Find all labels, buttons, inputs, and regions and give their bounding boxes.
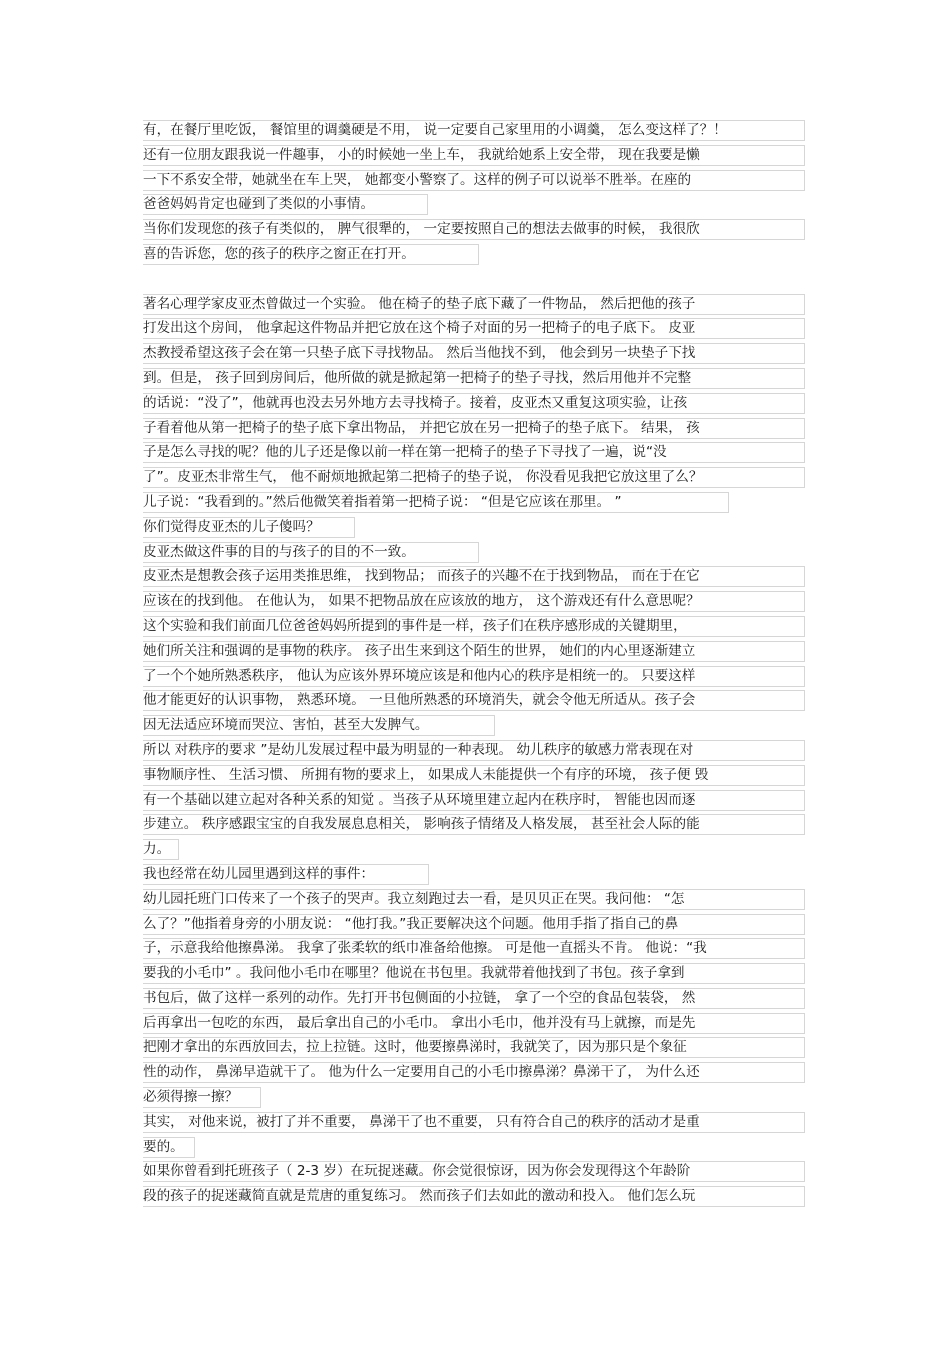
text-line bbox=[143, 465, 808, 490]
text-line-content: 要我的小毛巾” 。我问他小毛巾在哪里？他说在书包里。我就带着他找到了书包。孩子拿到 bbox=[143, 963, 805, 984]
text-line-content: 所以 对秩序的要求 ”是幼儿发展过程中最为明显的一种表现。 幼儿秩序的敏感力常表现在对 bbox=[143, 740, 805, 761]
text-line bbox=[143, 564, 808, 589]
text-line-content: 她们所关注和强调的是事物的秩序。 孩子出生来到这个陌生的世界， 她们的内心里逐渐建立 bbox=[143, 641, 805, 662]
text-line bbox=[143, 316, 808, 341]
text-line bbox=[143, 961, 808, 986]
text-line bbox=[143, 192, 808, 217]
text-line bbox=[143, 416, 808, 441]
blank-line bbox=[143, 267, 808, 292]
text-line-content: 他才能更好的认识事物， 熟悉环境。 一旦他所熟悉的环境消失，就会令他无所适从。孩子会 bbox=[143, 690, 805, 711]
text-line bbox=[143, 292, 808, 317]
text-line-content: 因无法适应环境而哭泣、害怕，甚至大发脾气。 bbox=[143, 715, 495, 736]
text-line-content: 幼儿园托班门口传来了一个孩子的哭声。我立刻跑过去一看，是贝贝正在哭。我问他： “怎 bbox=[143, 889, 805, 910]
text-line bbox=[143, 763, 808, 788]
text-line-content: 到。但是， 孩子回到房间后，他所做的就是掀起第一把椅子的垫子寻找，然后用他并不完整 bbox=[143, 368, 805, 389]
text-line bbox=[143, 1184, 808, 1209]
text-line bbox=[143, 837, 808, 862]
text-line-content: 如果你曾看到托班孩子（ 2-3 岁）在玩捉迷藏。你会觉很惊讶，因为你会发现得这个年龄阶 bbox=[143, 1161, 805, 1182]
text-line-content: 力。 bbox=[143, 839, 179, 860]
text-line bbox=[143, 887, 808, 912]
text-line bbox=[143, 688, 808, 713]
text-line bbox=[143, 440, 808, 465]
text-line-content: 必须得擦一擦？ bbox=[143, 1087, 261, 1108]
text-line-content: 喜的告诉您，您的孩子的秩序之窗正在打开。 bbox=[143, 244, 479, 265]
text-line-content: 把刚才拿出的东西放回去，拉上拉链。这时，他要擦鼻涕时，我就笑了，因为那只是个象征 bbox=[143, 1037, 805, 1058]
text-line bbox=[143, 540, 808, 565]
text-line-content: 事物顺序性、 生活习惯、 所拥有物的要求上， 如果成人未能提供一个有序的环境， 孩子便 毁 bbox=[143, 765, 805, 786]
text-line-content: 还有一位朋友跟我说一件趣事， 小的时候她一坐上车， 我就给她系上安全带， 现在我要是懒 bbox=[143, 145, 805, 166]
text-line-content: 我也经常在幼儿园里遇到这样的事件： bbox=[143, 864, 429, 885]
text-line bbox=[143, 490, 808, 515]
text-line-content: 当你们发现您的孩子有类似的， 脾气很犟的， 一定要按照自己的想法去做事的时候， 我很欣 bbox=[143, 219, 805, 240]
text-line bbox=[143, 812, 808, 837]
text-line bbox=[143, 639, 808, 664]
text-line-content: 子看着他从第一把椅子的垫子底下拿出物品， 并把它放在另一把椅子的垫子底下。 结果， 孩 bbox=[143, 418, 805, 439]
text-line-content: 儿子说：“我看到的。”然后他微笑着指着第一把椅子说： “但是它应该在那里。 ” bbox=[143, 492, 729, 513]
text-line bbox=[143, 1085, 808, 1110]
text-line bbox=[143, 1110, 808, 1135]
text-line bbox=[143, 143, 808, 168]
text-line bbox=[143, 614, 808, 639]
text-line bbox=[143, 515, 808, 540]
text-line-content: 其实， 对他来说，被打了并不重要， 鼻涕干了也不重要， 只有符合自己的秩序的活动才是重 bbox=[143, 1112, 805, 1133]
text-line-content: 了一个个她所熟悉秩序， 他认为应该外界环境应该是和他内心的秩序是相统一的。 只要这样 bbox=[143, 666, 805, 687]
document-body bbox=[143, 118, 808, 1209]
text-line bbox=[143, 1035, 808, 1060]
text-line-content: 一下不系安全带，她就坐在车上哭， 她都变小警察了。这样的例子可以说举不胜举。在座的 bbox=[143, 170, 805, 191]
text-line-content: 你们觉得皮亚杰的儿子傻吗？ bbox=[143, 517, 355, 538]
text-line-content: 子，示意我给他擦鼻涕。 我拿了张柔软的纸巾准备给他擦。 可是他一直摇头不肯。 他说：“我 bbox=[143, 938, 805, 959]
text-line bbox=[143, 738, 808, 763]
text-line bbox=[143, 1135, 808, 1160]
text-line bbox=[143, 936, 808, 961]
text-line bbox=[143, 391, 808, 416]
text-line-content: 段的孩子的捉迷藏简直就是荒唐的重复练习。 然而孩子们去如此的激动和投入。 他们怎么玩 bbox=[143, 1186, 805, 1207]
text-line bbox=[143, 788, 808, 813]
text-line-content: 应该在的找到他。 在他认为， 如果不把物品放在应该放的地方， 这个游戏还有什么意思呢？ bbox=[143, 591, 805, 612]
text-line bbox=[143, 986, 808, 1011]
text-line-content: 皮亚杰是想教会孩子运用类推思维， 找到物品； 而孩子的兴趣不在于找到物品， 而在于在它 bbox=[143, 566, 805, 587]
text-line bbox=[143, 713, 808, 738]
text-line-content: 这个实验和我们前面几位爸爸妈妈所提到的事件是一样，孩子们在秩序感形成的关键期里， bbox=[143, 616, 805, 637]
text-line bbox=[143, 664, 808, 689]
text-line bbox=[143, 589, 808, 614]
text-line bbox=[143, 366, 808, 391]
text-line bbox=[143, 1159, 808, 1184]
text-line-content: 要的。 bbox=[143, 1137, 195, 1158]
text-line-content: 著名心理学家皮亚杰曾做过一个实验。 他在椅子的垫子底下藏了一件物品， 然后把他的孩子 bbox=[143, 294, 805, 315]
text-line bbox=[143, 217, 808, 242]
text-line bbox=[143, 862, 808, 887]
text-line bbox=[143, 1060, 808, 1085]
text-line-content: 子是怎么寻找的呢？他的儿子还是像以前一样在第一把椅子的垫子下寻找了一遍，说“没 bbox=[143, 442, 805, 463]
text-line bbox=[143, 168, 808, 193]
text-line-content: 皮亚杰做这件事的目的与孩子的目的不一致。 bbox=[143, 542, 479, 563]
text-line-content: 杰教授希望这孩子会在第一只垫子底下寻找物品。 然后当他找不到， 他会到另一块垫子下找 bbox=[143, 343, 805, 364]
text-line-content: 了”。皮亚杰非常生气， 他不耐烦地掀起第二把椅子的垫子说， 你没看见我把它放这里了么？ bbox=[143, 467, 805, 488]
text-line-content: 的话说：“没了”，他就再也没去另外地方去寻找椅子。接着，皮亚杰又重复这项实验，让孩 bbox=[143, 393, 805, 414]
text-line-content: 爸爸妈妈肯定也碰到了类似的小事情。 bbox=[143, 194, 428, 215]
text-line bbox=[143, 1011, 808, 1036]
text-line-content: 么了？”他指着身旁的小朋友说： “他打我。”我正要解决这个问题。他用手指了指自己的鼻 bbox=[143, 914, 805, 935]
text-line-content: 打发出这个房间， 他拿起这件物品并把它放在这个椅子对面的另一把椅子的电子底下。 皮亚 bbox=[143, 318, 805, 339]
text-line bbox=[143, 242, 808, 267]
text-line bbox=[143, 118, 808, 143]
text-line-content: 步建立。 秩序感跟宝宝的自我发展息息相关， 影响孩子情绪及人格发展， 甚至社会人际的能 bbox=[143, 814, 805, 835]
text-line-content: 性的动作， 鼻涕早造就干了。 他为什么一定要用自己的小毛巾擦鼻涕？鼻涕干了， 为什么还 bbox=[143, 1062, 805, 1083]
text-line bbox=[143, 341, 808, 366]
text-line-content: 有一个基础以建立起对各种关系的知觉 。当孩子从环境里建立起内在秩序时， 智能也因而逐 bbox=[143, 790, 805, 811]
text-line-content: 书包后，做了这样一系列的动作。先打开书包侧面的小拉链， 拿了一个空的食品包装袋， 然 bbox=[143, 988, 805, 1009]
text-line bbox=[143, 912, 808, 937]
text-line-content: 有，在餐厅里吃饭， 餐馆里的调羹硬是不用， 说一定要自己家里用的小调羹， 怎么变这样了？！ bbox=[143, 120, 805, 141]
text-line-content: 后再拿出一包吃的东西， 最后拿出自己的小毛巾。 拿出小毛巾，他并没有马上就擦，而是先 bbox=[143, 1013, 805, 1034]
